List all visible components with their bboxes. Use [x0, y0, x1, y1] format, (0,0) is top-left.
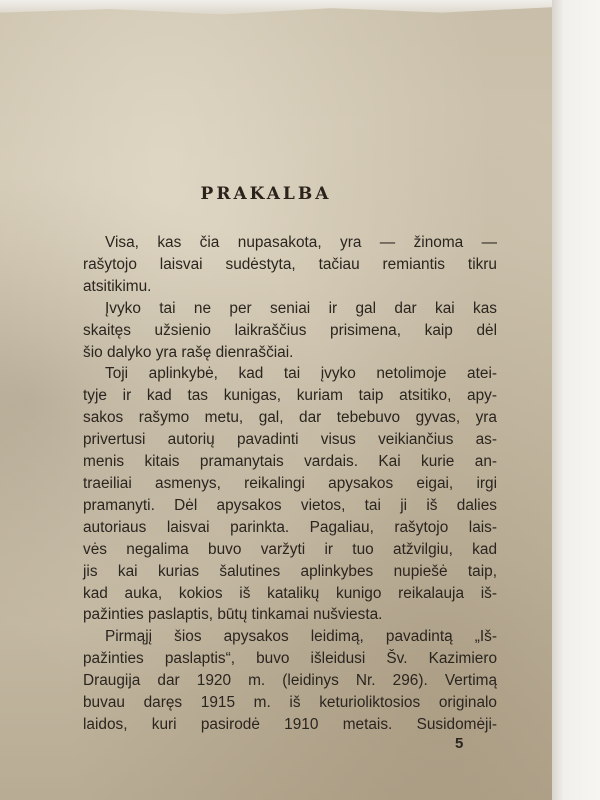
text-line: šio dalyko yra rašę dienraščiai.: [83, 343, 294, 361]
text-line: Visa, kas čia nupasakota, yra — žinoma —: [105, 234, 497, 251]
background-wall: [548, 0, 600, 800]
text-line: pažinties paslaptis, būtų tinkamai nušviesta.: [83, 606, 383, 624]
text-line: privertusi autorių pavadinti visus veikiančius as-: [83, 431, 497, 449]
text-line: Draugija dar 1920 m. (leidinys Nr. 296). Vertimą: [83, 672, 497, 690]
text-line: laidos, kuri pasirodė 1910 metais. Susidomėji-: [83, 715, 497, 733]
text-line: atsitikimu.: [83, 277, 152, 295]
page-title: PRAKALBA: [200, 184, 332, 204]
text-line: sakos rašymo metu, gal, dar tebebuvo gyvas, yra: [83, 409, 497, 427]
text-line: Toji aplinkybė, kad tai įvyko netolimoje atei-: [105, 365, 497, 383]
text-line: traeiliai asmenys, reikalingi apysakos eigai, irgi: [83, 474, 497, 492]
torn-edge: [0, 0, 552, 18]
text-line: Įvyko tai ne per seniai ir gal dar kai kas: [105, 299, 497, 317]
text-line: skaitęs užsienio laikraščius prisimena, kaip dėl: [83, 321, 497, 339]
text-line: jis kai kurias šalutines aplinkybes nupiešė taip,: [83, 562, 497, 580]
text-line: autoriaus laisvai parinkta. Pagaliau, rašytojo lais-: [83, 518, 497, 536]
body-text: [83, 232, 497, 736]
text-line: pažinties paslaptis“, buvo išleidusi Šv. Kazimiero: [83, 650, 497, 668]
text-line: buvau daręs 1915 m. iš keturioliktosios originalo: [83, 694, 497, 712]
text-line: rašytojo laisvai sudėstyta, tačiau remiantis tikru: [83, 255, 497, 273]
text-line: pramanyti. Dėl apysakos vietos, tai ji iš dalies: [83, 496, 497, 514]
text-line: tyje ir kad tas kunigas, kuriam taip atsitiko, apy-: [83, 387, 497, 405]
page-number: 5: [455, 735, 464, 752]
text-line: Pirmąjį šios apysakos leidimą, pavadintą „Iš-: [105, 628, 497, 646]
text-line: kad auka, kokios iš katalikų kunigo reikalauja iš-: [83, 584, 497, 602]
text-line: menis kitais pramanytais vardais. Kai kurie an-: [83, 453, 497, 471]
text-line: vės negalima buvo varžyti ir tuo atžvilgiu, kad: [83, 540, 497, 558]
